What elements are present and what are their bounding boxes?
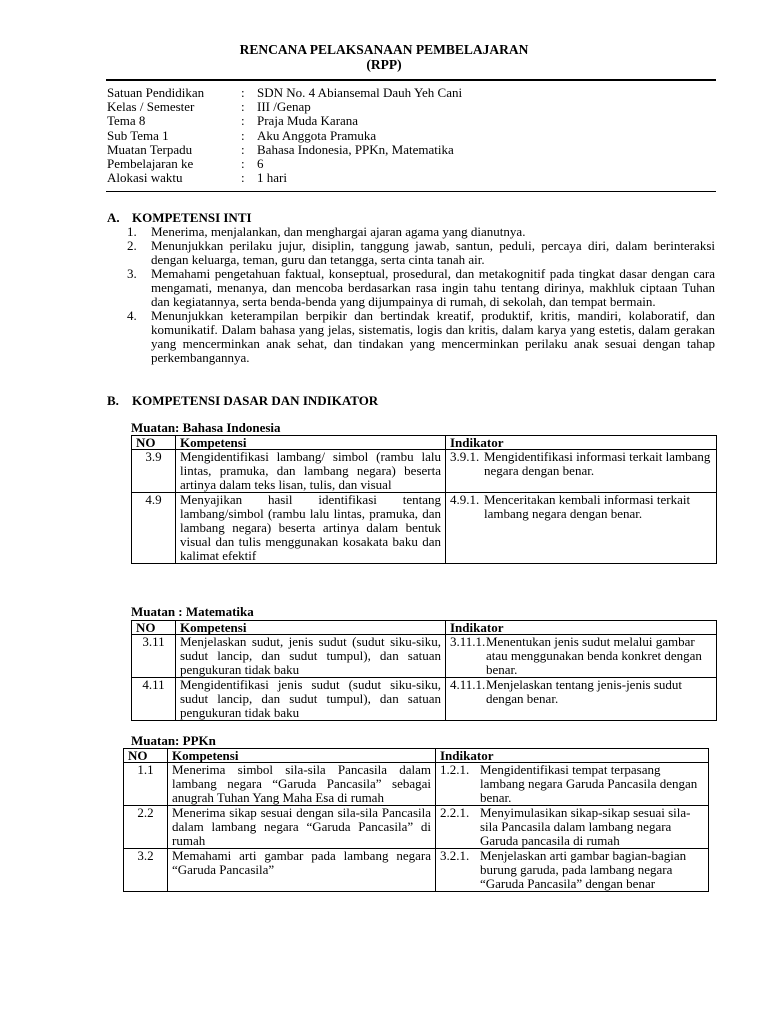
kd-indikator-cell — [436, 849, 709, 892]
kd-table-bahasa-indonesia — [131, 435, 717, 564]
kd-indikator-cell — [436, 806, 709, 849]
identity-value: Praja Muda Karana — [257, 113, 359, 129]
kd-number: 3.9 — [132, 450, 176, 493]
kd-indikator — [440, 806, 704, 848]
kd-indikator-code: 3.2.1. — [440, 848, 470, 863]
identity-value: 6 — [257, 155, 264, 171]
kd-number: 2.2 — [124, 806, 168, 849]
kompetensi-inti-text: Menunjukkan keterampilan berpikir dan bertindak kreatif, produktif, kritis, mandiri, kolaboratif, dan komunikatif. Dalam bahasa yang jelas, sistematis, logis dan kritis, dalam karya yang estetis, dalam gerakan yang mencerminkan anak sehat, dan tindakan yang mencerminkan perilaku anak sesuai dengan tahap perkembangannya. — [151, 308, 715, 365]
identity-row — [107, 100, 462, 114]
kd-indikator-cell — [446, 635, 717, 678]
identity-colon: : — [241, 113, 245, 129]
kompetensi-inti-number: 4. — [127, 308, 137, 323]
kd-indikator-text: Mengidentifikasi tempat terpasang lambang negara Garuda Pancasila dengan benar. — [480, 762, 698, 805]
identity-colon: : — [241, 127, 245, 143]
col-header-kompetensi: Kompetensi — [176, 621, 446, 635]
document-title: RENCANA PELAKSANAAN PEMBELAJARAN — [239, 42, 529, 57]
kd-kompetensi: Mengidentifikasi lambang/ simbol (rambu lalu lintas, pramuka, dan lambang negara) beserta artinya dalam teks lisan, tulis, dan visual — [176, 450, 446, 493]
kd-indikator-code: 3.9.1. — [450, 449, 480, 464]
kd-indikator-code: 3.11.1. — [450, 634, 486, 649]
identity-row — [107, 157, 462, 171]
kd-indikator-cell — [436, 763, 709, 806]
section-b-title: KOMPETENSI DASAR DAN INDIKATOR — [132, 393, 379, 408]
kd-kompetensi: Menerima simbol sila-sila Pancasila dalam lambang negara “Garuda Pancasila” sebagai anugrah Tuhan Yang Maha Esa di rumah — [168, 763, 436, 806]
identity-colon: : — [241, 170, 245, 186]
kd-indikator-text: Menjelaskan arti gambar bagian-bagian burung garuda, pada lambang negara “Garuda Pancasila” dengan benar — [480, 848, 687, 891]
col-header-kompetensi: Kompetensi — [176, 436, 446, 450]
muatan-bahasa-indonesia-label: Muatan: Bahasa Indonesia — [131, 420, 281, 435]
top-rule — [106, 79, 716, 81]
col-header-indikator: Indikator — [436, 749, 709, 763]
kompetensi-inti-list — [127, 225, 715, 365]
kd-number: 3.11 — [132, 635, 176, 678]
kd-indikator — [450, 635, 712, 677]
kompetensi-inti-text: Memahami pengetahuan faktual, konseptual, prosedural, dan metakognitif pada tingkat dasar dengan cara mengamati, menanya, dan mencoba berdasarkan rasa ingin tahu tentang dirinya, makhluk ciptaan Tuhan dan kegiatannya, serta benda-benda yang dijumpainya di rumah, di sekolah, dan tempat bermain. — [151, 266, 715, 309]
identity-label: Alokasi waktu — [107, 170, 183, 186]
kd-table-ppkn — [123, 748, 709, 892]
kd-number: 4.11 — [132, 678, 176, 721]
section-b-heading — [107, 394, 378, 408]
identity-colon: : — [241, 141, 245, 157]
identity-label: Pembelajaran ke — [107, 155, 194, 171]
muatan-ppkn-label: Muatan: PPKn — [131, 733, 216, 748]
kd-kompetensi: Menjelaskan sudut, jenis sudut (sudut siku-siku, sudut lancip, dan sudut tumpul), dan satuan pengukuran tidak baku — [176, 635, 446, 678]
kompetensi-inti-item — [127, 239, 715, 267]
col-header-indikator: Indikator — [446, 621, 717, 635]
identity-value: Aku Anggota Pramuka — [257, 127, 377, 143]
section-b-letter: B. — [107, 393, 119, 408]
identity-value: III /Genap — [257, 99, 311, 115]
kd-indikator-text: Menceritakan kembali informasi terkait lambang negara dengan benar. — [484, 492, 691, 521]
kd-indikator-cell — [446, 678, 717, 721]
kd-indikator — [440, 849, 704, 891]
table-row — [132, 450, 717, 493]
col-header-indikator: Indikator — [446, 436, 717, 450]
kd-indikator-cell — [446, 450, 717, 493]
identity-colon: : — [241, 155, 245, 171]
kd-indikator-cell — [446, 493, 717, 564]
kompetensi-inti-number: 2. — [127, 238, 137, 253]
kd-indikator-code: 1.2.1. — [440, 762, 470, 777]
kd-kompetensi: Mengidentifikasi jenis sudut (sudut siku-siku, sudut lancip, dan sudut tumpul), dan satuan pengukuran tidak baku — [176, 678, 446, 721]
kd-number: 3.2 — [124, 849, 168, 892]
identity-label: Kelas / Semester — [107, 99, 195, 115]
kd-indikator — [450, 450, 712, 478]
identity-row — [107, 143, 462, 157]
kd-number: 1.1 — [124, 763, 168, 806]
kompetensi-inti-text: Menerima, menjalankan, dan menghargai ajaran agama yang dianutnya. — [151, 224, 526, 239]
identity-row — [107, 129, 462, 143]
identity-label: Satuan Pendidikan — [107, 85, 205, 100]
identity-row — [107, 114, 462, 128]
section-a-title: KOMPETENSI INTI — [132, 210, 252, 225]
identity-bottom-rule — [106, 191, 716, 192]
section-a-heading — [107, 211, 252, 225]
kd-table-matematika — [131, 620, 717, 721]
kompetensi-inti-item — [127, 309, 715, 365]
kompetensi-inti-number: 3. — [127, 266, 137, 281]
identity-table — [107, 86, 462, 185]
kd-indikator-text: Menyimulasikan sikap-sikap sesuai sila-sila Pancasila dalam lambang negara Garuda pancasila di rumah — [480, 805, 691, 848]
identity-value: SDN No. 4 Abiansemal Dauh Yeh Cani — [257, 85, 463, 100]
kd-kompetensi: Menerima sikap sesuai dengan sila-sila Pancasila dalam lambang negara “Garuda Pancasila” di rumah — [168, 806, 436, 849]
kd-kompetensi: Memahami arti gambar pada lambang negara “Garuda Pancasila” — [168, 849, 436, 892]
kd-indikator-text: Menentukan jenis sudut melalui gambar atau menggunakan benda konkret dengan benar. — [486, 634, 702, 677]
kd-indikator-code: 2.2.1. — [440, 805, 470, 820]
kd-indikator-text: Menjelaskan tentang jenis-jenis sudut dengan benar. — [486, 677, 683, 706]
kd-indikator — [450, 678, 712, 706]
identity-colon: : — [241, 85, 245, 100]
muatan-matematika-label: Muatan : Matematika — [131, 604, 254, 619]
identity-value: Bahasa Indonesia, PPKn, Matematika — [257, 141, 454, 157]
identity-label: Sub Tema 1 — [107, 127, 169, 143]
kompetensi-inti-number: 1. — [127, 224, 137, 239]
kd-kompetensi: Menyajikan hasil identifikasi tentang lambang/simbol (rambu lalu lintas, pramuka, dan lambang negara) beserta artinya dalam bentuk visual dan tulis menggunakan kosakata baku dan kalimat efektif — [176, 493, 446, 564]
kompetensi-inti-text: Menunjukkan perilaku jujur, disiplin, tanggung jawab, santun, peduli, percaya diri, dalam berinteraksi dengan keluarga, teman, guru dan tetangga, serta cinta tanah air. — [151, 238, 715, 267]
col-header-kompetensi: Kompetensi — [168, 749, 436, 763]
table-row — [124, 763, 709, 806]
kd-indikator-text: Mengidentifikasi informasi terkait lambang negara dengan benar. — [484, 449, 711, 478]
table-row — [132, 493, 717, 564]
kd-indikator-code: 4.9.1. — [450, 492, 480, 507]
identity-row — [107, 171, 462, 185]
kd-number: 4.9 — [132, 493, 176, 564]
document-subtitle: (RPP) — [366, 57, 402, 72]
identity-row — [107, 86, 462, 100]
kd-indikator — [440, 763, 704, 805]
col-header-no: NO — [132, 621, 176, 635]
table-row — [124, 849, 709, 892]
identity-label: Tema 8 — [107, 113, 146, 129]
col-header-no: NO — [132, 436, 176, 450]
identity-label: Muatan Terpadu — [107, 141, 193, 157]
kd-indikator-code: 4.11.1. — [450, 677, 486, 692]
kompetensi-inti-item — [127, 267, 715, 309]
identity-colon: : — [241, 99, 245, 115]
table-row — [132, 635, 717, 678]
kompetensi-inti-item — [127, 225, 715, 239]
table-row — [124, 806, 709, 849]
col-header-no: NO — [124, 749, 168, 763]
identity-value: 1 hari — [257, 170, 287, 186]
section-a-letter: A. — [107, 210, 120, 225]
kd-indikator — [450, 493, 712, 521]
table-row — [132, 678, 717, 721]
